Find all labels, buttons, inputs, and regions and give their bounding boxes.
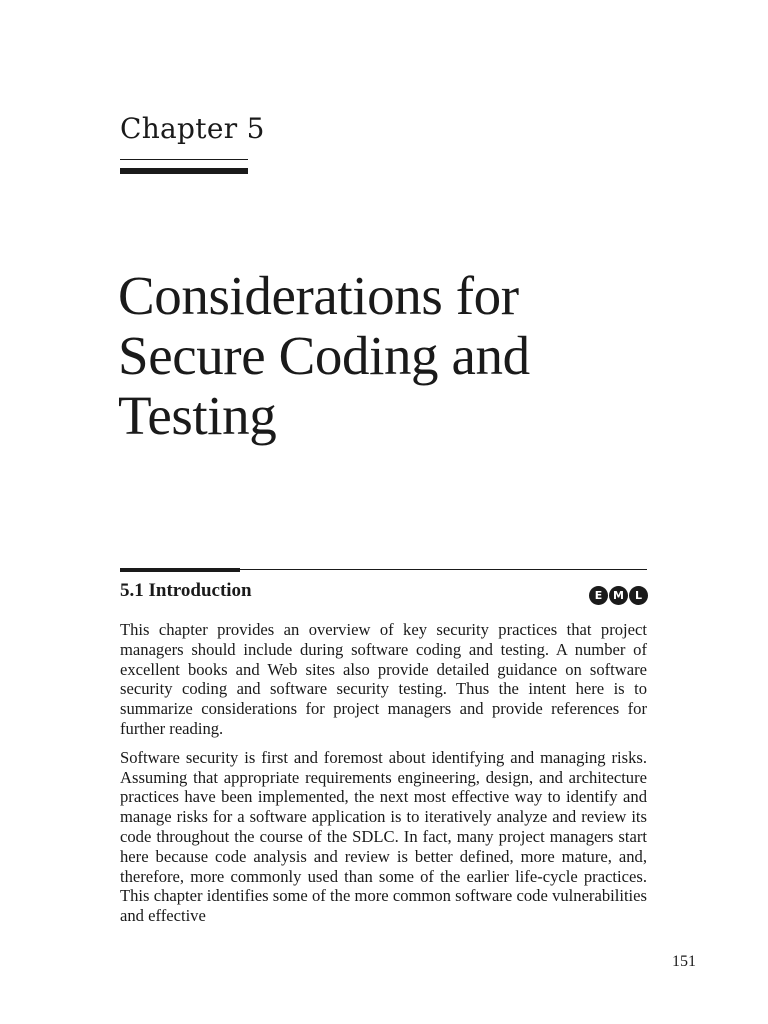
level-badge-e: E xyxy=(589,586,608,605)
level-badge-m: M xyxy=(609,586,628,605)
level-badges xyxy=(589,586,648,605)
chapter-label: Chapter 5 xyxy=(120,112,265,145)
body-text xyxy=(120,620,647,935)
level-badge-l: L xyxy=(629,586,648,605)
chapter-thick-rule xyxy=(120,168,248,174)
page-number: 151 xyxy=(672,953,696,970)
section-heading: 5.1 Introduction xyxy=(120,580,252,601)
paragraph: This chapter provides an overview of key security practices that project managers should include during software coding and testing. A number of excellent books and Web sites also provide detailed guidance on software security coding and software security testing. Thus the intent here is to summarize considerations for project managers and provide references for further reading. xyxy=(120,620,647,738)
paragraph: Software security is first and foremost about identifying and managing risks. Assuming that appropriate requirements engineering, design, and architecture practices have been implemented, the next most effective way to identify and manage risks for a software application is to iteratively analyze and review its code throughout the course of the SDLC. In fact, many project managers start here because code analysis and review is better defined, more mature, and, therefore, more commonly used than some of the earlier life-cycle practices. This chapter identifies some of the more common software code vulnerabilities and effective xyxy=(120,747,647,926)
chapter-thin-rule xyxy=(120,159,248,160)
section-rule-accent xyxy=(120,568,240,572)
chapter-title: Considerations for Secure Coding and Testing xyxy=(118,265,530,446)
